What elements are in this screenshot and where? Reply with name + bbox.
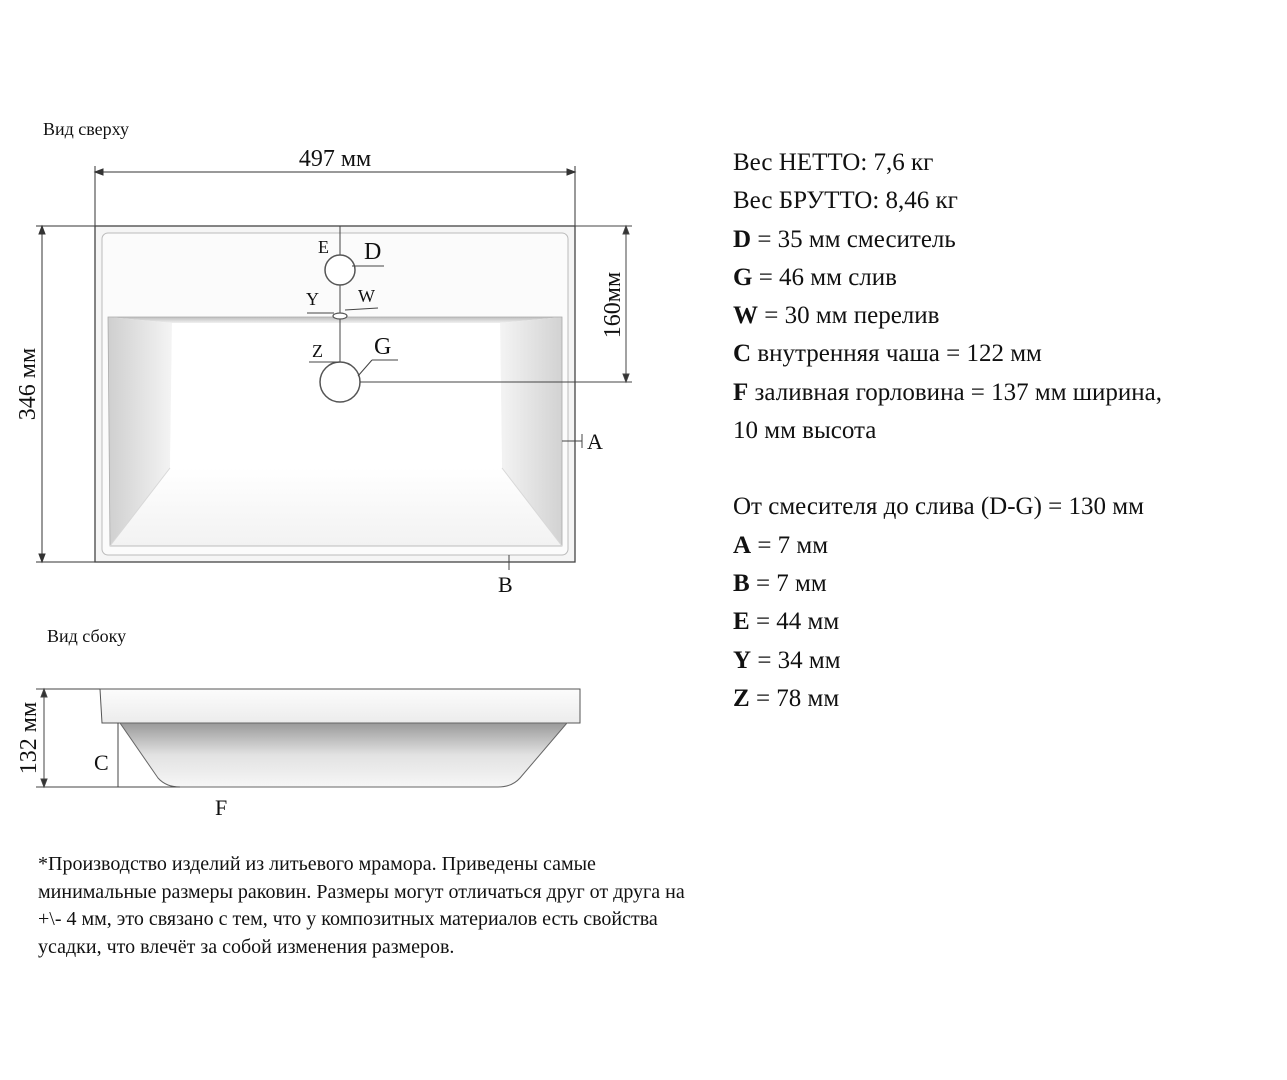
marker-y: Y: [306, 289, 319, 309]
marker-a: A: [587, 429, 603, 454]
drain-hole: [320, 362, 360, 402]
spec-row: G = 46 мм слив: [733, 263, 897, 291]
sink-side-view: [100, 689, 580, 787]
spec-row: B = 7 мм: [733, 569, 827, 597]
tap-drain-label: 160мм: [600, 271, 626, 339]
marker-b: B: [498, 572, 513, 597]
depth-label: 346 мм: [15, 347, 41, 421]
marker-w: W: [358, 286, 375, 306]
footnote: [38, 851, 798, 961]
spec-row: W = 30 мм перелив: [733, 302, 940, 330]
marker-c: C: [94, 750, 109, 775]
height-label: 132 мм: [16, 701, 42, 775]
spec-row: A = 7 мм: [733, 531, 829, 559]
spec-row: F заливная горловина = 137 мм ширина,: [733, 378, 1163, 406]
footnote-line: усадки, что влечёт за собой изменения размеров.: [38, 935, 455, 958]
marker-d: D: [364, 239, 382, 265]
marker-e: E: [318, 237, 329, 257]
footnote-line: +\- 4 мм, это связано с тем, что у композитных материалов есть свойства: [38, 908, 658, 930]
depth-dimension: [36, 226, 95, 562]
spec-row: 10 мм высота: [733, 417, 877, 445]
width-dimension: [95, 166, 575, 226]
spec-row: C внутренняя чаша = 122 мм: [733, 340, 1042, 368]
spec-row: Y = 34 мм: [733, 646, 841, 674]
top-view-title: Вид сверху: [43, 119, 129, 139]
marker-g: G: [374, 334, 392, 360]
side-view-title: Вид сбоку: [47, 626, 127, 646]
specifications-list: [733, 144, 1253, 718]
spec-row: E = 44 мм: [733, 608, 840, 636]
marker-z: Z: [312, 341, 323, 361]
spec-gap: [733, 450, 1253, 488]
overflow-hole: [333, 313, 347, 319]
spec-row: От смесителя до слива (D-G) = 130 мм: [733, 493, 1144, 521]
marker-f: F: [215, 795, 228, 820]
spec-row: D = 35 мм смеситель: [733, 225, 956, 253]
spec-row: Z = 78 мм: [733, 684, 840, 712]
footnote-line: *Производство изделий из литьевого мрамора. Приведены самые: [38, 853, 596, 875]
tap-hole: [325, 255, 355, 285]
width-label: 497 мм: [298, 146, 372, 172]
spec-row: Вес НЕТТО: 7,6 кг: [733, 149, 934, 176]
spec-row: Вес БРУТТО: 8,46 кг: [733, 187, 958, 215]
footnote-line: минимальные размеры раковин. Размеры могут отличаться друг от друга на: [38, 880, 685, 903]
